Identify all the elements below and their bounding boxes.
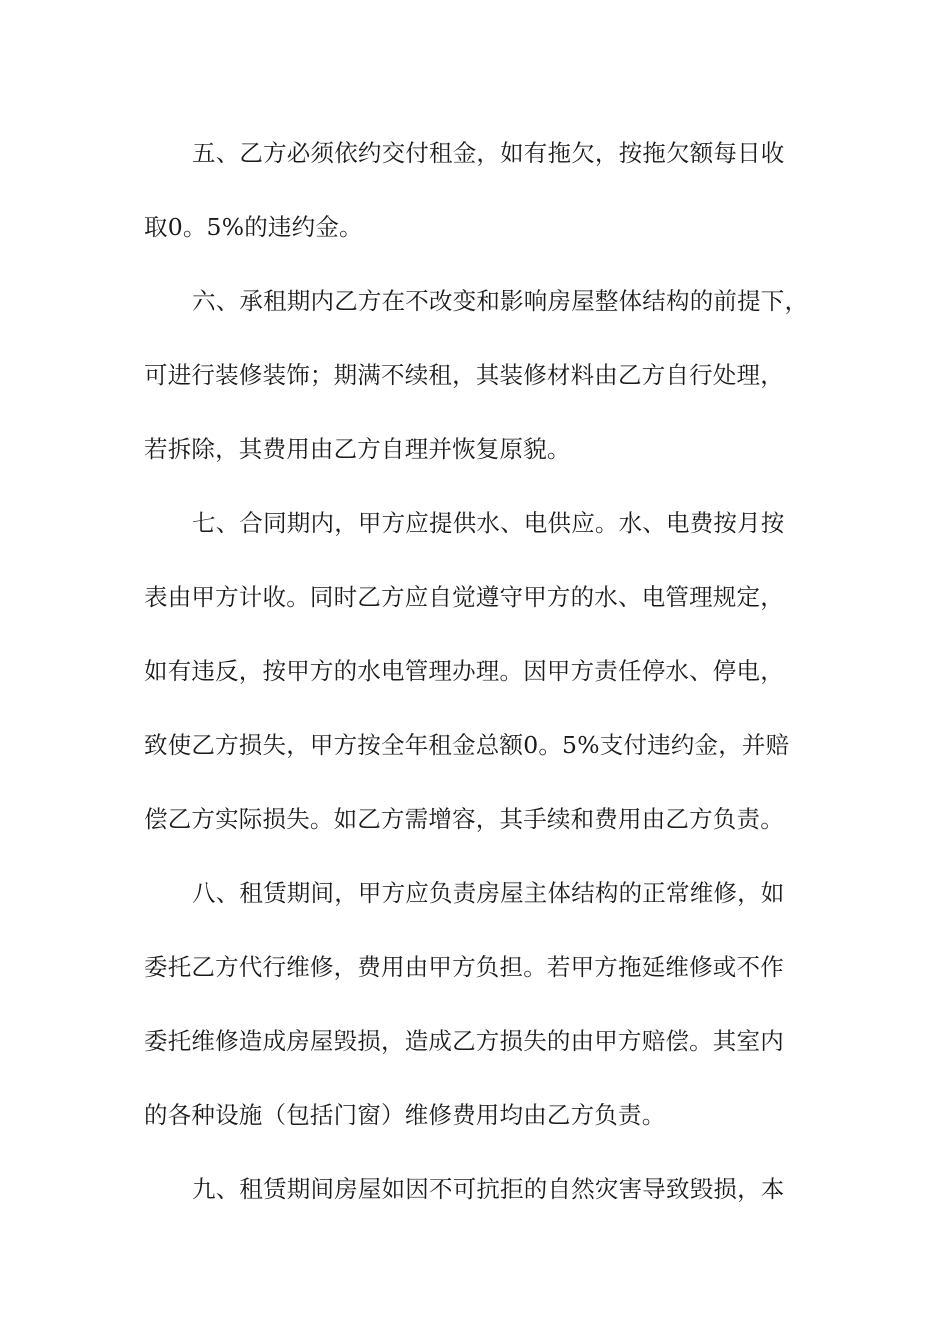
clause-8-line-3: 委托维修造成房屋毁损，造成乙方损失的由甲方赔偿。其室内 bbox=[144, 1027, 784, 1055]
clause-6-line-1: 六、承租期内乙方在不改变和影响房屋整体结构的前提下， bbox=[192, 287, 809, 315]
clause-8-line-1: 八、租赁期间，甲方应负责房屋主体结构的正常维修，如 bbox=[192, 879, 785, 907]
clause-7-line-4: 致使乙方损失，甲方按全年租金总额0。5%支付违约金，并赔 bbox=[144, 731, 790, 759]
clause-8-line-4: 的各种设施（包括门窗）维修费用均由乙方负责。 bbox=[144, 1101, 666, 1129]
clause-5-line-2: 取0。5%的违约金。 bbox=[144, 213, 363, 241]
clause-7-line-1: 七、合同期内，甲方应提供水、电供应。水、电费按月按 bbox=[192, 509, 785, 537]
clause-9-line-1: 九、租赁期间房屋如因不可抗拒的自然灾害导致毁损，本 bbox=[192, 1175, 785, 1203]
clause-6-line-3: 若拆除，其费用由乙方自理并恢复原貌。 bbox=[144, 435, 571, 463]
clause-6-line-2: 可进行装修装饰；期满不续租，其装修材料由乙方自行处理， bbox=[144, 361, 784, 389]
clause-8-line-2: 委托乙方代行维修，费用由甲方负担。若甲方拖延维修或不作 bbox=[144, 953, 784, 981]
clause-7-line-5: 偿乙方实际损失。如乙方需增容，其手续和费用由乙方负责。 bbox=[144, 805, 784, 833]
clause-7-line-3: 如有违反，按甲方的水电管理办理。因甲方责任停水、停电， bbox=[144, 657, 784, 685]
clause-7-line-2: 表由甲方计收。同时乙方应自觉遵守甲方的水、电管理规定， bbox=[144, 583, 784, 611]
clause-5-line-1: 五、乙方必须依约交付租金，如有拖欠，按拖欠额每日收 bbox=[192, 139, 785, 167]
